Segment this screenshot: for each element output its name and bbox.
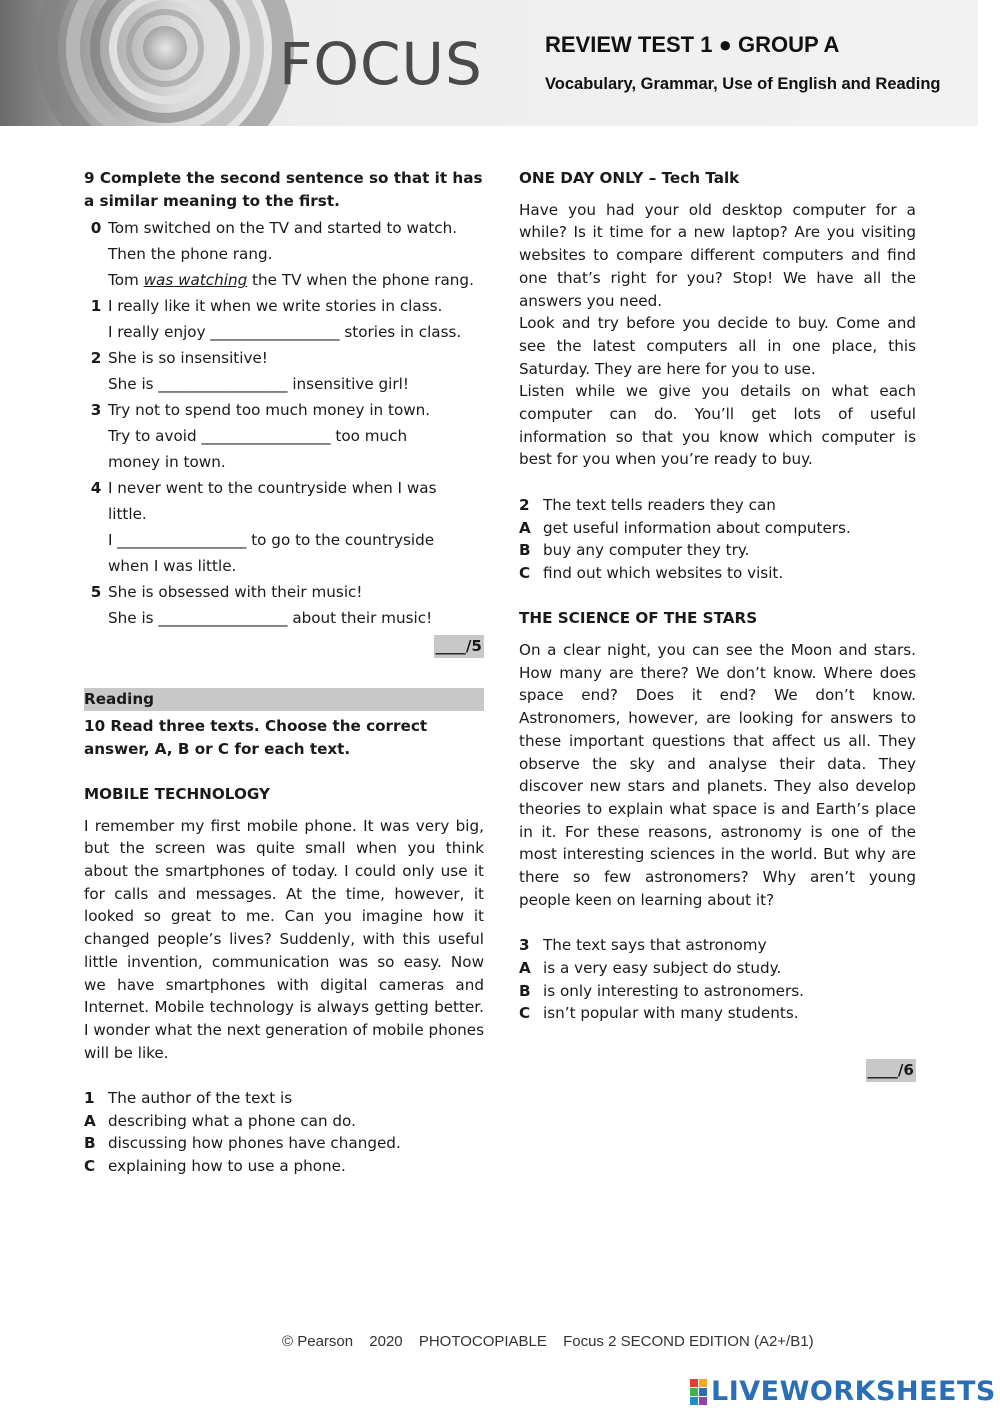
option-letter: B (519, 541, 531, 560)
option-3c[interactable] (519, 1002, 916, 1025)
first-sentence: She is obsessed with their music! (108, 583, 363, 602)
text2-paragraph-2: Look and try before you decide to buy. Come and see the latest computers all in one place, this Saturday. They are here for you to use. (519, 314, 916, 378)
liveworksheets-text: LIVEWORKSHEETS (711, 1376, 996, 1407)
example-first-sentence: Tom switched on the TV and started to watch. Then the phone rang. (108, 219, 458, 264)
liveworksheets-watermark (690, 1376, 996, 1407)
option-3b[interactable] (519, 980, 916, 1003)
score-box[interactable]: ____/6 (866, 1059, 917, 1082)
page-footer (282, 1333, 826, 1350)
liveworksheets-logo-icon (690, 1379, 707, 1405)
option-letter: B (84, 1134, 96, 1153)
task10-heading: 10 Read three texts. Choose the correct answer, A, B or C for each text. (84, 716, 428, 758)
text3-title: THE SCIENCE OF THE STARS (519, 609, 758, 628)
item-number: 1 (90, 297, 102, 316)
edition: Focus 2 SECOND EDITION (A2+/B1) (563, 1333, 814, 1350)
item-number: 4 (90, 479, 102, 498)
option-letter: A (519, 518, 531, 537)
copyright: © Pearson (282, 1333, 354, 1350)
focus-logo: FOCUS (279, 30, 483, 98)
option-1c[interactable] (84, 1155, 484, 1178)
option-text: discussing how phones have changed. (108, 1134, 401, 1153)
test-title: REVIEW TEST 1 ● GROUP A (545, 32, 840, 57)
task10-score (519, 1059, 916, 1082)
question-2 (519, 494, 916, 517)
option-text: is a very easy subject do study. (543, 958, 782, 977)
option-text: is only interesting to astronomers. (543, 981, 804, 1000)
example-answer: was watching (143, 271, 248, 290)
option-letter: C (84, 1157, 96, 1176)
first-sentence: Try not to spend too much money in town. (108, 401, 431, 420)
option-1b[interactable] (84, 1132, 484, 1155)
option-letter: C (519, 1004, 531, 1023)
year: 2020 (369, 1333, 403, 1350)
option-text: find out which websites to visit. (543, 563, 784, 582)
task9-example (84, 215, 484, 293)
task9-item-1 (84, 293, 484, 345)
task9-item-2 (84, 345, 484, 397)
item-number: 5 (90, 583, 102, 602)
task9-score (84, 635, 484, 658)
option-letter: A (519, 958, 531, 977)
score-box[interactable]: ____/5 (434, 635, 485, 658)
question-text: The text tells readers they can (543, 495, 776, 514)
header-swirl-graphic (0, 0, 300, 126)
question-number: 3 (519, 936, 530, 955)
left-column (84, 167, 484, 1178)
task9-item-3 (84, 397, 484, 475)
text2-paragraph-1: Have you had your old desktop computer for a while? Is it time for a new laptop? Are you visiting websites to compare different computers and find one that’s right for you? Stop! We have all the answers you need. (519, 200, 916, 310)
option-text: buy any computer they try. (543, 541, 750, 560)
option-2a[interactable] (519, 517, 916, 540)
option-text: describing what a phone can do. (108, 1111, 356, 1130)
question-text: The text says that astronomy (543, 936, 767, 955)
right-column (519, 167, 916, 1082)
question-number: 1 (84, 1089, 95, 1108)
text1-title: MOBILE TECHNOLOGY (84, 784, 270, 803)
question-text: The author of the text is (108, 1089, 293, 1108)
example-second-sentence: Tom was watching the TV when the phone rang. (108, 271, 474, 290)
task9-heading: 9 Complete the second sentence so that it has a similar meaning to the first. (84, 169, 483, 210)
option-2b[interactable] (519, 539, 916, 562)
question-1 (84, 1087, 484, 1110)
item-number: 2 (90, 349, 102, 368)
second-sentence-with-blank[interactable]: I _________________ to go to the countryside when I was little. (108, 531, 435, 576)
option-letter: A (84, 1111, 96, 1130)
task9-item-4 (84, 475, 484, 579)
option-text: isn’t popular with many students. (543, 1004, 799, 1023)
page-header (0, 0, 978, 126)
text1-body: I remember my first mobile phone. It was very big, but the screen was quite small when you think about the smartphones of today. I could only use it for calls and messages. At the time, however, it looked so great to me. Can you imagine how it changed people’s lives? Suddenly, with this useful little invention, communication was so easy. Now we have smartphones with digital cameras and Internet. Mobile technology is always getting better. I wonder what the next generation of mobile phones will be like. (84, 816, 484, 1062)
test-subtitle: Vocabulary, Grammar, Use of English and Reading (545, 75, 941, 93)
option-letter: B (519, 981, 531, 1000)
option-letter: C (519, 563, 531, 582)
text2-title: ONE DAY ONLY – Tech Talk (519, 169, 740, 187)
second-sentence-with-blank[interactable]: Try to avoid _________________ too much money in town. (108, 427, 408, 472)
second-sentence-with-blank[interactable]: She is _________________ insensitive girl! (108, 375, 409, 394)
option-2c[interactable] (519, 562, 916, 585)
second-sentence-with-blank[interactable]: She is _________________ about their music! (108, 609, 433, 628)
text3-body: On a clear night, you can see the Moon and stars. How many are there? We don’t know. Where does space end? Does it end? We don’t know. Astronomers, however, are looking for answers to these important questions that affect us all. They observe the sky and analyse their data. They discover new stars and planets. They also develop theories to explain what space is and Earth’s place in it. For these reasons, astronomy is one of the most interesting sciences in the world. But why are there so few astronomers? Why aren’t young people keen on learning about it? (519, 641, 916, 909)
photocopiable-label: PHOTOCOPIABLE (418, 1333, 547, 1350)
question-number: 2 (519, 495, 530, 514)
task9-item-5 (84, 579, 484, 631)
item-number: 0 (90, 219, 102, 238)
option-text: explaining how to use a phone. (108, 1157, 346, 1176)
second-sentence-with-blank[interactable]: I really enjoy _________________ stories in class. (108, 323, 462, 342)
option-1a[interactable] (84, 1110, 484, 1133)
option-3a[interactable] (519, 957, 916, 980)
first-sentence: I really like it when we write stories in class. (108, 297, 443, 316)
question-3 (519, 934, 916, 957)
first-sentence: I never went to the countryside when I was little. (108, 479, 437, 524)
reading-section-title: Reading (84, 688, 484, 711)
text2-paragraph-3: Listen while we give you details on what each computer can do. You’ll get lots of useful information so that you know which computer is best for you when you’re ready to buy. (519, 382, 916, 469)
first-sentence: She is so insensitive! (108, 349, 268, 368)
item-number: 3 (90, 401, 102, 420)
option-text: get useful information about computers. (543, 518, 851, 537)
